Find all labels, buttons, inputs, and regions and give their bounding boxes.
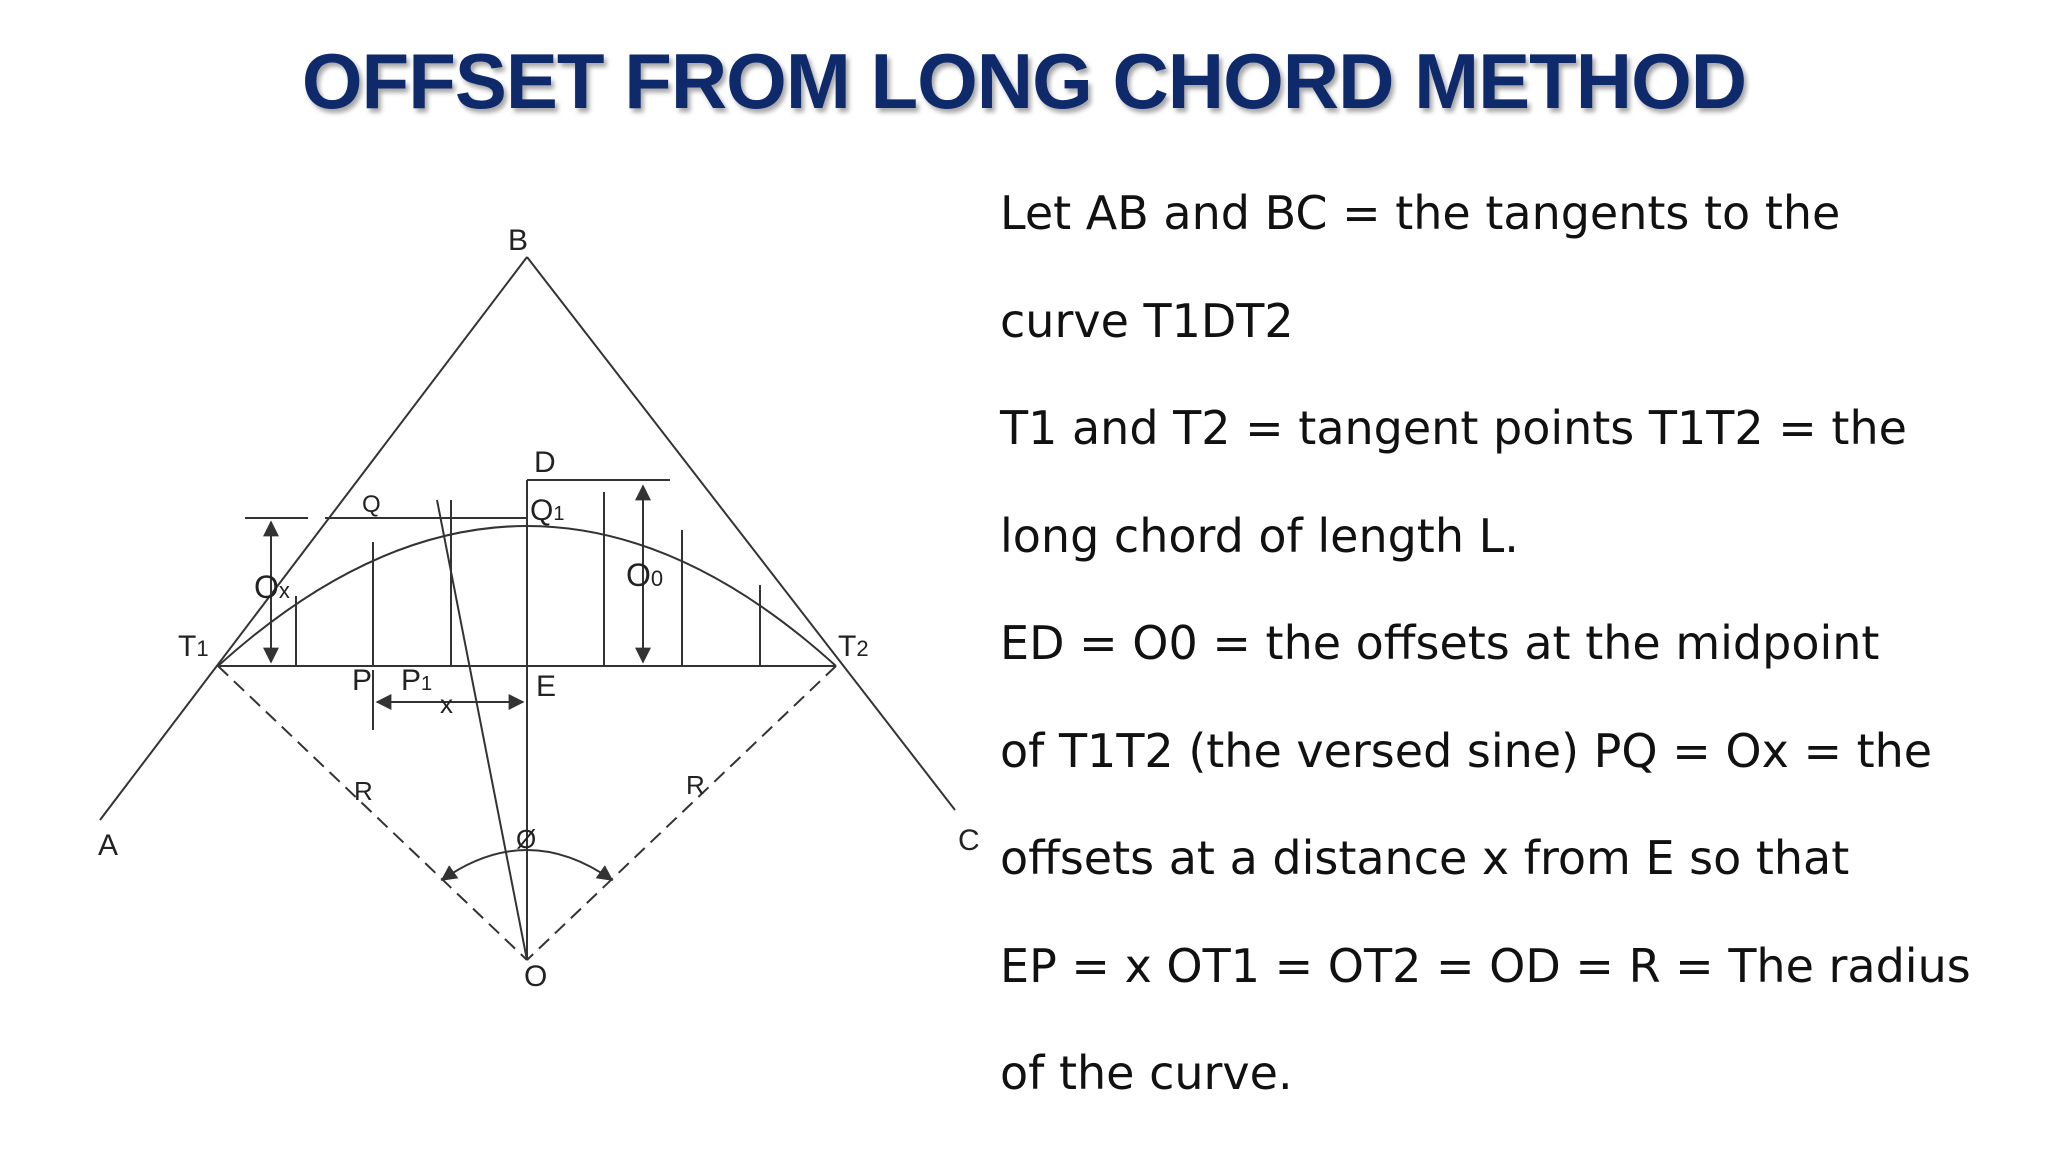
description-line: offsets at a distance x from E so that [1000, 831, 1850, 885]
label-p: P [352, 664, 373, 697]
label-e: E [536, 670, 557, 703]
description-line: of the curve. [1000, 1046, 1293, 1100]
label-t2: T2 [838, 630, 869, 663]
description-line: long chord of length L. [1000, 508, 1519, 563]
label-a: A [98, 829, 119, 862]
description-line: ED = O0 = the offsets at the midpoint [1000, 616, 1880, 670]
label-b: B [508, 224, 529, 257]
label-o: O [524, 960, 548, 993]
description-line: T1 and T2 = tangent points T1T2 = the [1000, 401, 1907, 455]
long-chord-diagram [90, 200, 1010, 1020]
description-line: curve T1DT2 [1000, 293, 1294, 348]
label-c: C [958, 824, 980, 857]
label-t1: T1 [178, 630, 209, 663]
label-x: x [440, 689, 453, 719]
label-angle: Ø [516, 824, 537, 854]
label-q: Q [362, 491, 381, 518]
page-title: OFFSET FROM LONG CHORD METHOD [301, 37, 1747, 125]
label-r-right: R [686, 770, 705, 800]
label-q1: Q1 [530, 494, 565, 527]
description-line: of T1T2 (the versed sine) PQ = Ox = the [1000, 723, 1933, 778]
label-ox: Ox [254, 569, 290, 605]
description-text [1000, 160, 2000, 1128]
label-d: D [534, 446, 556, 479]
tangent-bc [527, 257, 955, 810]
description-line: EP = x OT1 = OT2 = OD = R = The radius [1000, 938, 1971, 993]
label-r-left: R [354, 776, 373, 806]
label-o0: O0 [626, 557, 664, 593]
description-line: Let AB and BC = the tangents to the [1000, 186, 1841, 240]
label-p1: P1 [401, 664, 433, 697]
tangent-ab [100, 257, 527, 820]
